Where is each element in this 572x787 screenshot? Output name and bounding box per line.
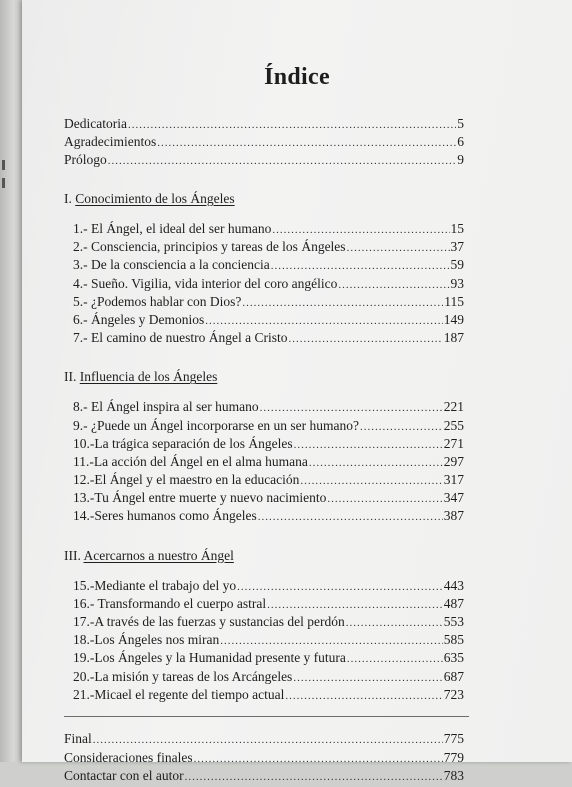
page-number: 487 (443, 595, 464, 611)
dot-leader (285, 690, 442, 702)
dot-leader (293, 672, 442, 684)
entry-label: 14.-Seres humanos como Ángeles (73, 508, 257, 524)
entry-label: 6.- Ángeles y Demonios (73, 311, 205, 327)
page-number: 187 (443, 330, 464, 346)
page-number: 5 (457, 116, 464, 131)
section-entries (64, 221, 464, 348)
dot-leader (294, 439, 443, 451)
section-title-text: Acercarnos a nuestro Ángel (83, 547, 234, 563)
entry-label: 12.-El Ángel y el maestro en la educación (73, 472, 300, 488)
dot-leader (338, 279, 449, 291)
section-title[interactable] (64, 189, 464, 209)
entry-label: 10.-La trágica separación de los Ángeles (73, 435, 293, 451)
page-number: 221 (443, 399, 464, 415)
chapter-entry[interactable] (64, 312, 464, 330)
chapter-entry[interactable] (64, 436, 464, 454)
page-number: 347 (443, 490, 464, 506)
page-number: 635 (443, 650, 464, 666)
chapter-entry[interactable] (64, 330, 464, 348)
dot-leader (205, 315, 443, 327)
page-number: 297 (443, 453, 464, 469)
chapter-entry[interactable] (64, 632, 464, 650)
chapter-entry[interactable] (64, 418, 464, 436)
page-number: 387 (443, 508, 464, 524)
section-title-text: Influencia de los Ángeles (79, 369, 218, 385)
toc-entry[interactable] (64, 152, 464, 170)
chapter-entry[interactable] (64, 276, 464, 294)
page-number: 687 (443, 668, 464, 684)
toc-section (64, 189, 464, 348)
dot-leader (242, 297, 443, 309)
entry-label: 13.-Tu Ángel entre muerte y nuevo nacimiento (73, 490, 327, 506)
page-number: 553 (443, 614, 464, 629)
toc-section (64, 546, 464, 705)
entry-label: 2.- Consciencia, principios y tareas de los Ángeles (73, 239, 346, 255)
entry-label: 5.- ¿Podemos hablar con Dios? (73, 293, 242, 309)
page-number: 9 (457, 152, 464, 167)
entry-label: Dedicatoria (64, 116, 127, 131)
toc-entry[interactable] (64, 750, 464, 769)
dot-leader (157, 137, 456, 149)
page-number: 255 (443, 417, 464, 433)
page-title: Índice (264, 64, 330, 90)
entry-label: Prólogo (64, 152, 107, 167)
dot-leader (360, 421, 443, 433)
chapter-entry[interactable] (64, 239, 464, 257)
dot-leader (260, 402, 443, 414)
chapter-entry[interactable] (64, 650, 464, 668)
page-number: 6 (457, 134, 464, 149)
section-title-text: Conocimiento de los Ángeles (75, 191, 235, 206)
toc-section (64, 367, 464, 526)
chapter-entry[interactable] (64, 221, 464, 239)
entry-label: 21.-Micael el regente del tiempo actual (73, 686, 285, 702)
section-numeral: III. (64, 547, 81, 563)
adjacent-page-mark (2, 178, 5, 188)
adjacent-page-mark (2, 160, 5, 170)
section-numeral: I. (64, 191, 72, 206)
entry-label: Consideraciones finales (64, 749, 193, 765)
section-title[interactable] (64, 367, 464, 387)
entry-label: 16.- Transformando el cuerpo astral (73, 595, 267, 611)
dot-leader (185, 771, 443, 783)
dot-leader (327, 493, 442, 505)
adjacent-page-edge (0, 0, 22, 762)
chapter-entry[interactable] (64, 614, 464, 632)
page-number: 585 (443, 632, 464, 648)
dot-leader (346, 617, 443, 629)
divider (64, 716, 469, 717)
page-number: 93 (450, 275, 464, 291)
entry-label: 4.- Sueño. Vigilia, vida interior del coro angélico (73, 275, 338, 291)
page-number: 149 (443, 311, 464, 327)
chapter-entry[interactable] (64, 669, 464, 687)
page-number: 59 (450, 257, 464, 273)
back-matter-list (64, 731, 464, 787)
entry-label: 19.-Los Ángeles y la Humanidad presente y futura (73, 650, 346, 666)
entry-label: Agradecimientos (64, 134, 157, 149)
dot-leader (194, 753, 443, 765)
chapter-entry[interactable] (64, 578, 464, 596)
dot-leader (220, 635, 443, 647)
entry-label: 15.-Mediante el trabajo del yo (73, 577, 237, 593)
entry-label: 7.- El camino de nuestro Ángel a Cristo (73, 330, 288, 346)
toc-entry[interactable] (64, 731, 464, 750)
chapter-entry[interactable] (64, 257, 464, 275)
toc-entry[interactable] (64, 768, 464, 787)
table-of-contents (64, 116, 464, 787)
dot-leader (93, 734, 443, 746)
entry-label: 8.- El Ángel inspira al ser humano (73, 399, 259, 415)
dot-leader (288, 333, 442, 345)
dot-leader (272, 224, 449, 236)
book-page (22, 0, 572, 784)
chapter-entry[interactable] (64, 687, 464, 705)
page-number: 15 (450, 221, 464, 236)
page-number: 271 (443, 435, 464, 451)
chapter-entry[interactable] (64, 508, 464, 526)
page-number: 783 (443, 768, 464, 784)
page-number: 317 (443, 472, 464, 488)
entry-label: 9.- ¿Puede un Ángel incorporarse en un ser humano? (73, 417, 360, 433)
chapter-entry[interactable] (64, 472, 464, 490)
section-entries (64, 399, 464, 526)
sections-container (64, 189, 464, 705)
entry-label: 1.- El Ángel, el ideal del ser humano (73, 221, 272, 236)
entry-label: 18.-Los Ángeles nos miran (73, 632, 220, 648)
toc-entry[interactable] (64, 134, 464, 152)
entry-label: 17.-A través de las fuerzas y sustancias del perdón (73, 614, 345, 629)
entry-label: 20.-La misión y tareas de los Arcángeles (73, 668, 293, 684)
dot-leader (300, 475, 442, 487)
front-matter-list (64, 116, 464, 170)
page-number: 779 (443, 749, 464, 765)
page-number: 37 (450, 239, 464, 255)
dot-leader (267, 599, 443, 611)
page-number: 443 (443, 577, 464, 593)
chapter-entry[interactable] (64, 490, 464, 508)
page-number: 115 (444, 293, 464, 309)
chapter-entry[interactable] (64, 454, 464, 472)
dot-leader (347, 242, 450, 254)
section-entries (64, 578, 464, 705)
entry-label: 3.- De la consciencia a la conciencia (73, 257, 270, 273)
entry-label: Contactar con el autor (64, 768, 184, 784)
chapter-entry[interactable] (64, 596, 464, 614)
dot-leader (309, 457, 443, 469)
entry-label: 11.-La acción del Ángel en el alma humana (73, 453, 308, 469)
dot-leader (258, 511, 443, 523)
section-title[interactable] (64, 546, 464, 566)
dot-leader (237, 581, 443, 593)
dot-leader (108, 155, 456, 167)
section-numeral: II. (64, 369, 77, 385)
page-number: 775 (443, 730, 464, 746)
dot-leader (271, 260, 450, 272)
chapter-entry[interactable] (64, 399, 464, 417)
toc-entry[interactable] (64, 116, 464, 134)
dot-leader (347, 653, 443, 665)
page-number: 723 (443, 686, 464, 702)
chapter-entry[interactable] (64, 294, 464, 312)
entry-label: Final (64, 730, 92, 746)
dot-leader (128, 119, 456, 131)
